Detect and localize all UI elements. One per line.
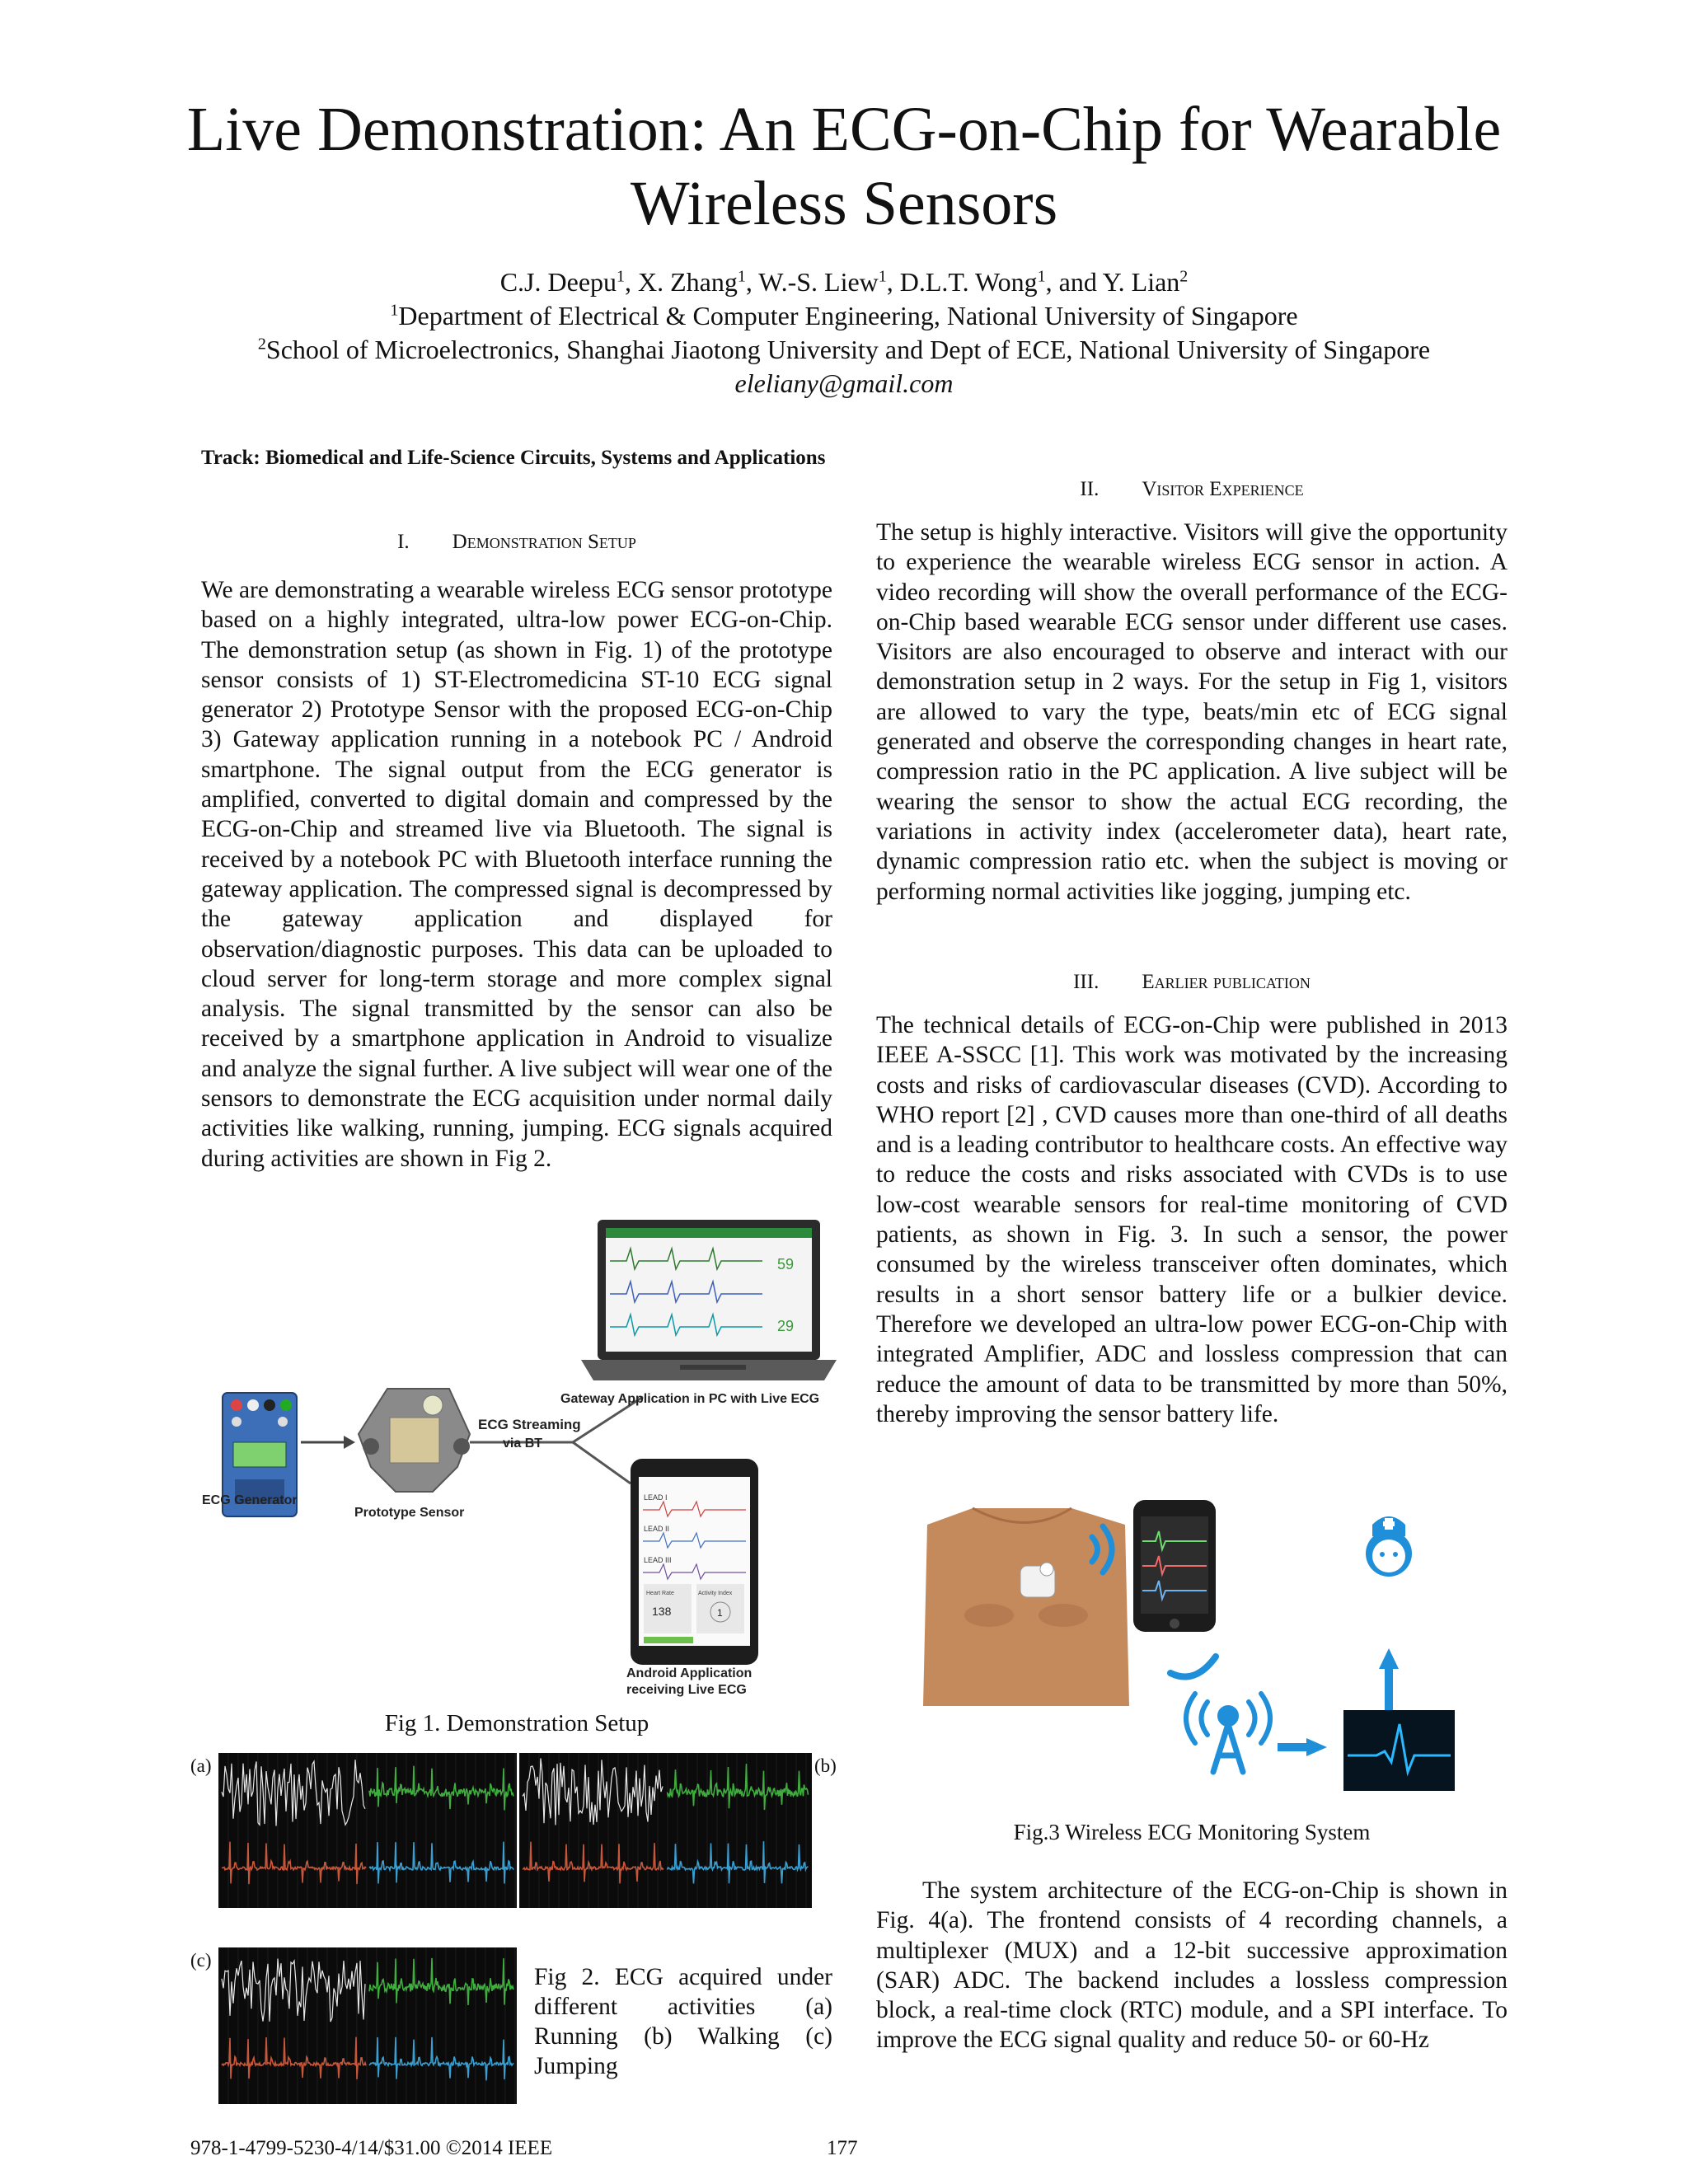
- pc-rate-value: 29: [777, 1318, 795, 1334]
- figure-2-caption: Fig 2. ECG acquired under different activities (a) Running (b) Walking (c) Jumping: [534, 1964, 832, 2079]
- section-2-heading: II. Visitor Experience: [1080, 478, 1304, 500]
- android-label-1: Android Application: [626, 1666, 753, 1680]
- android-label-2: receiving Live ECG: [626, 1683, 747, 1697]
- affiliation-1: $^1$Department of Electrical & Computer Engineering, National University of Singapore: [390, 301, 1298, 330]
- ecg-panel-walking: [519, 1753, 812, 1908]
- section-1-heading: I. Demonstration Setup: [397, 531, 636, 553]
- phone-hr-value: 138: [652, 1605, 672, 1618]
- author-name: X. Zhang: [638, 267, 738, 297]
- author-affiliation-mark: 1: [737, 267, 746, 286]
- figure-3: [923, 1500, 1500, 1813]
- title-line-1: Live Demonstration: An ECG-on-Chip for Wearable: [186, 95, 1502, 164]
- section-1-body: We are demonstrating a wearable wireless ECG sensor prototype based on a highly integrated, ultra-low power ECG-on-Chip. The demonstration setup (as shown in Fig. 1) of the prototype sensor consists of 1) ST-Electromedicina ST-10 ECG signal generator 2) Prototype Sensor with the proposed ECG-on-Chip 3) Gateway application running in a notebook PC / Android smartphone. The signal output from the ECG generator is amplified, converted to digital domain and compressed by the ECG-on-Chip and streamed live via Bluetooth. The signal is received by a notebook PC with Bluetooth interface running the gateway application. The compressed signal is decompressed by the gateway application and displayed for observation/diagnostic purposes. This data can be uploaded to cloud server for long-term storage and more complex signal analysis. The signal transmitted by the sensor can also be received by a smartphone application in Android to visualize and analyze the signal further. A live subject will wear one of the sensors to demonstrate the ECG acquisition under normal daily activities like walking, running, jumping. ECG signals acquired during activities are shown in Fig 2.: [201, 577, 833, 1172]
- right-arrow-icon: [1278, 1738, 1327, 1756]
- prototype-sensor-label: Prototype Sensor: [354, 1506, 465, 1520]
- figure-3-caption: Fig.3 Wireless ECG Monitoring System: [1013, 1820, 1371, 1844]
- prototype-sensor: [359, 1389, 470, 1492]
- section-3-continued: The system architecture of the ECG-on-Chip is shown in Fig. 4(a). The frontend consists of 4 recording channels, a multiplexer (MUX) and a 12-bit successive approximation (SAR) ADC. The backend includes a lossless compression block, a real-time clock (RTC) module, and a SPI interface. To improve the ECG signal quality and reduce 50- or 60-Hz: [876, 1877, 1507, 2054]
- figure-1-illustration: [185, 1220, 837, 1698]
- ecg-generator-label: ECG Generator: [202, 1493, 298, 1507]
- signal-arc-icon: [1170, 1657, 1216, 1677]
- phone-act-value: 1: [717, 1607, 723, 1619]
- lead-3-label: LEAD III: [644, 1556, 672, 1564]
- track-label: Track: Biomedical and Life-Science Circuits, Systems and Applications: [201, 447, 826, 469]
- author-separator: ,: [745, 267, 759, 297]
- antenna-tower-icon: [1186, 1694, 1270, 1772]
- title-line-2: Wireless Sensors: [630, 169, 1058, 238]
- android-phone: [631, 1459, 758, 1665]
- page-number: 177: [827, 2137, 858, 2159]
- footer-isbn: 978-1-4799-5230-4/14/$31.00 ©2014 IEEE: [190, 2137, 553, 2159]
- nurse-icon: [1366, 1516, 1412, 1577]
- author-name: C.J. Deepu: [499, 267, 617, 297]
- ecg-streaming-label: ECG Streaming: [478, 1417, 581, 1432]
- author-affiliation-mark: 2: [1179, 267, 1189, 286]
- author-separator: ,: [625, 267, 639, 297]
- via-bt-label: via BT: [503, 1436, 543, 1451]
- ecg-monitor-icon: [1343, 1710, 1455, 1791]
- copyright-notice: ©2014 IEEE: [445, 2137, 553, 2159]
- author-separator: , and: [1045, 267, 1103, 297]
- author-name: Y. Lian: [1102, 267, 1180, 297]
- figure-2-label-a: (a): [190, 1755, 212, 1776]
- smartphone-icon: [1133, 1500, 1216, 1632]
- figure-3-illustration: [923, 1500, 1500, 1813]
- phone-hr-label: Heart Rate: [646, 1591, 674, 1596]
- phone-act-label: Activity Index: [698, 1591, 733, 1596]
- ecg-panel-jumping: [218, 1947, 517, 2104]
- author-affiliation-mark: 1: [617, 267, 626, 286]
- author-affiliation-mark: 1: [1037, 267, 1046, 286]
- section-3-body: The technical details of ECG-on-Chip were published in 2013 IEEE A-SSCC [1]. This work was motivated by the increasing costs and risks of cardiovascular diseases (CVD). According to WHO report [2] , CVD causes more than one-third of all deaths and is a leading contributor to healthcare costs. An effective way to reduce the costs and risks associated with CVDs is to use low-cost wearable sensors for real-time monitoring of CVD patients, as shown in Fig. 3. In such a sensor, the power consumed by the wireless transceiver often dominates, which results in a short sensor battery life or a bulkier device. Therefore we developed an ultra-low power ECG-on-Chip with integrated Amplifier, ADC and lossless compression that can reduce the amount of data to be transmitted by more than 50%, thereby improving the sensor battery life.: [876, 1012, 1507, 1427]
- author-block: [124, 265, 1564, 401]
- pc-heart-value: 59: [777, 1256, 795, 1272]
- figure-1: [185, 1220, 837, 1698]
- author-name: W.-S. Liew: [758, 267, 879, 297]
- author-email[interactable]: eleliany@gmail.com: [734, 368, 954, 398]
- affiliation-2: $^2$School of Microelectronics, Shanghai Jiaotong University and Dept of ECE, National University of Singapore: [257, 335, 1431, 364]
- author-separator: ,: [886, 267, 900, 297]
- laptop: [581, 1220, 837, 1380]
- author-name: D.L.T. Wong: [899, 267, 1038, 297]
- up-arrow-icon: [1379, 1648, 1399, 1714]
- patient-torso: [923, 1508, 1129, 1706]
- gateway-label: Gateway Application in PC with Live ECG: [560, 1392, 820, 1406]
- ecg-panel-background: [218, 1753, 517, 1908]
- lead-1-label: LEAD I: [644, 1493, 668, 1502]
- author-names: [124, 265, 1564, 299]
- paper-title: [124, 92, 1564, 241]
- figure-2-label-c: (c): [190, 1950, 212, 1971]
- ecg-panel-running: [218, 1753, 517, 1908]
- figure-1-caption: Fig 1. Demonstration Setup: [384, 1710, 649, 1736]
- lead-2-label: LEAD II: [644, 1525, 670, 1533]
- figure-2-label-b: (b): [814, 1755, 837, 1776]
- ecg-panel-background: [218, 1947, 517, 2104]
- author-affiliation-mark: 1: [878, 267, 887, 286]
- section-2-body: The setup is highly interactive. Visitors will give the opportunity to experience the wearable wireless ECG sensor in action. A video recording will show the overall performance of the ECG-on-Chip based wearable ECG sensor under different use cases. Visitors are also encouraged to observe and interact with our demonstration setup in 2 ways. For the setup in Fig 1, visitors are allowed to vary the type, beats/min etc of ECG signal generated and observe the corresponding changes in heart rate, compression ratio in the PC application. A live subject will be wearing the sensor to show the actual ECG recording, the variations in activity index (accelerometer data), heart rate, dynamic compression ratio etc. when the subject is moving or performing normal activities like jogging, jumping etc.: [876, 519, 1507, 905]
- section-3-heading: III. Earlier publication: [1073, 971, 1311, 993]
